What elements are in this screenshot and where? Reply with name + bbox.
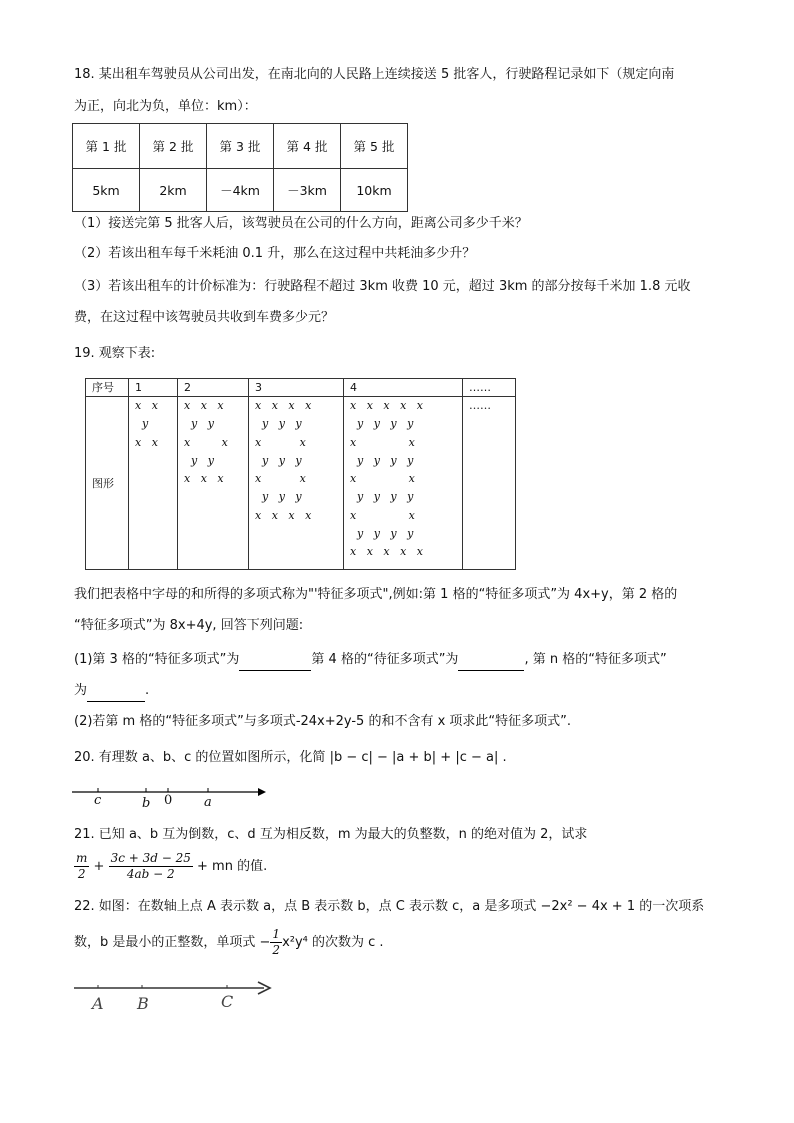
q22-label-B: B [137, 994, 149, 1013]
q19-figure-more: …… [463, 397, 516, 570]
q21-tail: + mn 的值. [197, 859, 268, 874]
q20-label-c: c [94, 793, 102, 808]
q22-f-numerator: 1 [272, 927, 281, 941]
q19-sub1-part5: . [145, 683, 150, 698]
q18-value-3: －4km [207, 169, 274, 212]
q19-col-more: …… [463, 379, 516, 397]
q19-para1: 我们把表格中字母的和所得的多项式称为"'特征多项式",例如:第 1 格的“特征多项式”为 4x+y，第 2 格的 [74, 587, 678, 602]
q18-header-4: 第 4 批 [274, 124, 341, 169]
q18-sub2: （2）若该出租车每千米耗油 0.1 升，那么在这过程中共耗油多少升？ [74, 246, 476, 261]
q18-sub3a: （3）若该出租车的计价标准为：行驶路程不超过 3km 收费 10 元，超过 3km 的部分按每千米加 1.8 元收 [74, 279, 691, 294]
q19-sub1-part1: (1)第 3 格的“特征多项式”为 [74, 652, 240, 667]
q19-col-3: 3 [249, 379, 344, 397]
q18-sub3b: 费，在这过程中该驾驶员共收到车费多少元？ [74, 310, 335, 325]
q22-line1: 22. 如图：在数轴上点 A 表示数 a，点 B 表示数 b，点 C 表示数 c，a 是多项式 −2x² − 4x + 1 的一次项系 [74, 899, 705, 914]
q19-sub1-part2: 第 4 格的“待征多项式”为 [311, 652, 459, 667]
q19-col-4: 4 [344, 379, 463, 397]
q21-f1-denominator: 2 [77, 867, 86, 881]
q21-f2-numerator: 3c + 3d − 25 [110, 851, 191, 865]
q19-table [85, 378, 516, 570]
number-line-arrow [258, 788, 266, 796]
q18-value-2: 2km [140, 169, 207, 212]
q18-line1: 18. 某出租车驾驶员从公司出发，在南北向的人民路上连续接送 5 批客人，行驶路程记录如下（规定向南 [74, 67, 675, 82]
q18-header-1: 第 1 批 [73, 124, 140, 169]
q22-line2 [74, 926, 384, 960]
q21-fraction-1 [74, 851, 89, 882]
q19-figure-2: x x x y y x x y y x x x [178, 397, 249, 570]
q18-value-5: 10km [341, 169, 408, 212]
q19-col-2: 2 [178, 379, 249, 397]
q18-table [72, 123, 408, 212]
q22-line2-part1: 数，b 是最小的正整数，单项式 − [74, 935, 271, 950]
q19-sub2: (2)若第 m 格的“特征多项式”与多项式-24x+2y-5 的和不含有 x 项求此“特征多项式”. [74, 714, 572, 729]
q18-line2: 为正，向北为负，单位：km）： [74, 99, 257, 114]
q18-header-3: 第 3 批 [207, 124, 274, 169]
q19-row-label-index: 序号 [86, 379, 129, 397]
q18-value-4: －3km [274, 169, 341, 212]
q19-sub1-part4: 为 [74, 683, 88, 698]
q19-sub1 [74, 648, 667, 671]
q19-sub1-part3: , 第 n 格的“特征多项式” [524, 652, 667, 667]
q19-title: 19. 观察下表: [74, 346, 156, 361]
q20-text: 20. 有理数 a、b、c 的位置如图所示，化简 |b − c| − |a + b| + |c − a| . [74, 750, 507, 765]
answer-blank-3[interactable] [87, 679, 145, 702]
q19-figure-4: x x x x x y y y y x x y y y y x x y y y y x x y y y y x x x x x [344, 397, 463, 570]
q20-label-b: b [142, 796, 151, 811]
q22-label-C: C [221, 992, 234, 1011]
q19-col-1: 1 [129, 379, 178, 397]
q19-sub1-cont [74, 679, 149, 702]
q21-f2-denominator: 4ab − 2 [126, 867, 175, 881]
q18-header-2: 第 2 批 [140, 124, 207, 169]
q21-fraction-2 [109, 851, 193, 882]
q22-fraction [270, 927, 282, 958]
q22-line2-part2: x²y⁴ 的次数为 c . [282, 935, 384, 950]
q18-header-5: 第 5 批 [341, 124, 408, 169]
q20-label-0: 0 [164, 793, 173, 808]
q18-sub1: （1）接送完第 5 批客人后，该驾驶员在公司的什么方向，距离公司多少千米？ [74, 216, 528, 231]
q19-para2: “特征多项式”为 8x+4y, 回答下列问题: [74, 618, 304, 633]
answer-blank-1[interactable] [239, 648, 311, 671]
q19-figure-1: x x y x x [129, 397, 178, 570]
q19-row-label-figure: 图形 [86, 397, 129, 570]
q20-label-a: a [204, 795, 212, 810]
q21-expression: $\frac{m}{2}$ + $\frac{3c + 3d - 25}{4ab - 2}$ + mn 的值. [76, 851, 268, 881]
q21-line1: 21. 已知 a、b 互为倒数，c、d 互为相反数，m 为最大的负整数，n 的绝对值为 2，试求 [74, 827, 588, 842]
answer-blank-2[interactable] [458, 648, 524, 671]
q21-f1-numerator: m [76, 851, 88, 865]
q18-value-1: 5km [73, 169, 140, 212]
q22-label-A: A [92, 994, 104, 1013]
q22-f-denominator: 2 [272, 943, 281, 957]
q19-figure-3: x x x x y y y x x y y y x x y y y x x x x [249, 397, 344, 570]
